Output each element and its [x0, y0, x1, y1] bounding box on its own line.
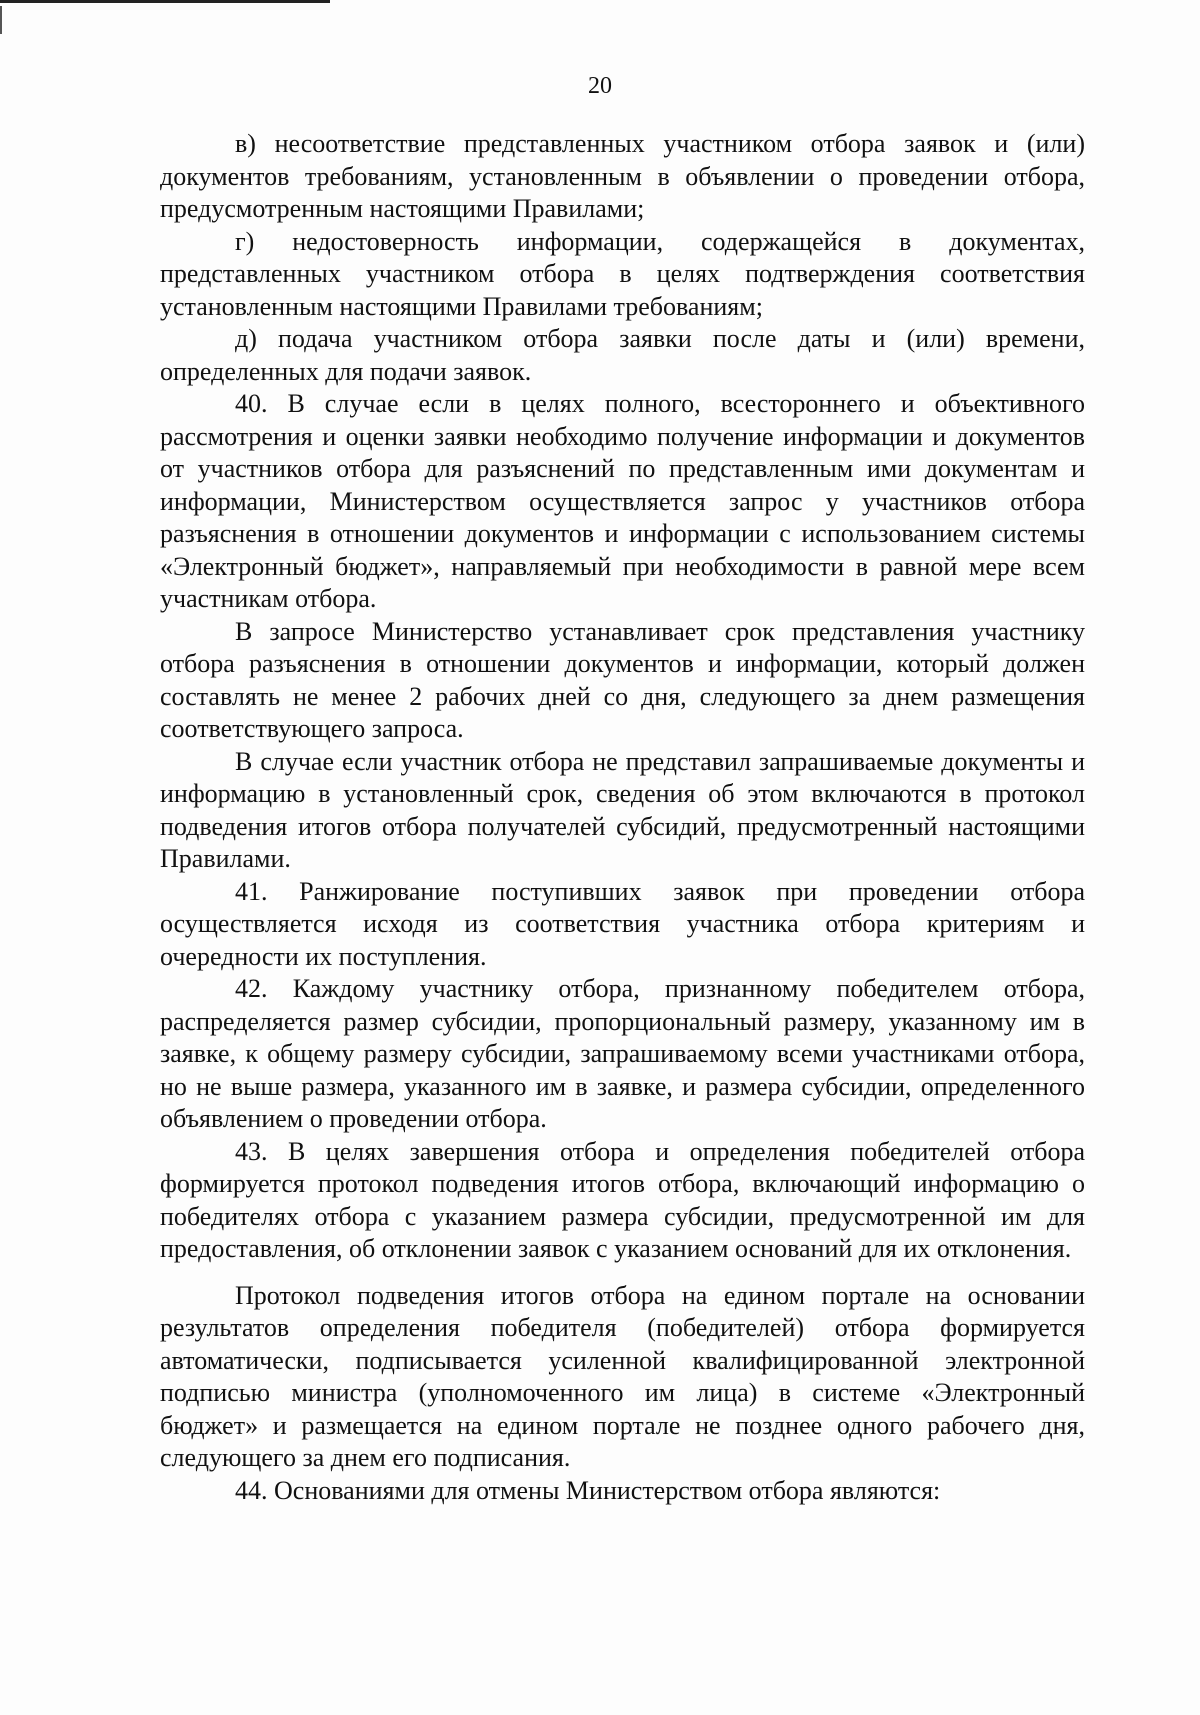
paragraph-44: 44. Основаниями для отмены Министерством отбора являются:	[235, 1475, 941, 1505]
paragraph-42: 42. Каждому участнику отбора, признанному победителем отбора, распределяется размер субсидии, пропорциональный размеру, указанному им в заявке, к общему размеру субсидии, запрашиваемому всеми участниками отбора, но не выше размера, указанного им в заявке, и размера субсидии, определенного объявлением о проведении отбора.	[160, 974, 1085, 1133]
page-number: 20	[588, 73, 612, 99]
document-body	[160, 128, 1085, 1507]
paragraph-40: 40. В случае если в целях полного, всестороннего и объективного рассмотрения и оценки заявки необходимо получение информации и документов от участников отбора для разъяснений по представленным ими документам и информации, Министерством осуществляется запрос у участников отбора разъяснения в отношении документов и информации с использованием системы «Электронный бюджет», направляемый при необходимости в равной мере всем участникам отбора.	[160, 389, 1085, 613]
scan-edge-left	[0, 6, 2, 34]
paragraph-43-protocol: Протокол подведения итогов отбора на едином портале на основании результатов определения победителя (победителей) отбора формируется автоматически, подписывается усиленной квалифицированной электронной подписью министра (уполномоченного им лица) в системе «Электронный бюджет» и размещается на едином портале не позднее одного рабочего дня, следующего за днем его подписания.	[160, 1280, 1085, 1472]
paragraph-v: в) несоответствие представленных участником отбора заявок и (или) документов требованиям, установленным в объявлении о проведении отбора, предусмотренным настоящими Правилами;	[160, 129, 1085, 223]
paragraph-d: д) подача участником отбора заявки после даты и (или) времени, определенных для подачи заявок.	[160, 324, 1085, 386]
paragraph-40-request-term: В запросе Министерство устанавливает срок представления участнику отбора разъяснения в отношении документов и информации, который должен составлять не менее 2 рабочих дней со дня, следующего за днем размещения соответствующего запроса.	[160, 616, 1085, 743]
scan-edge-top	[0, 0, 330, 3]
paragraph-40-not-provided: В случае если участник отбора не представил запрашиваемые документы и информацию в установленный срок, сведения об этом включаются в протокол подведения итогов отбора получателей субсидий, предусмотренный настоящими Правилами.	[160, 746, 1085, 873]
paragraph-43: 43. В целях завершения отбора и определения победителей отбора формируется протокол подведения итогов отбора, включающий информацию о победителях отбора с указанием размера субсидии, предусмотренной им для предоставления, об отклонении заявок с указанием оснований для их отклонения.	[160, 1136, 1085, 1263]
paragraph-41: 41. Ранжирование поступивших заявок при проведении отбора осуществляется исходя из соответствия участника отбора критериям и очередности их поступления.	[160, 876, 1085, 971]
paragraph-g: г) недостоверность информации, содержащейся в документах, представленных участником отбора в целях подтверждения соответствия установленным настоящими Правилами требованиям;	[160, 226, 1085, 321]
